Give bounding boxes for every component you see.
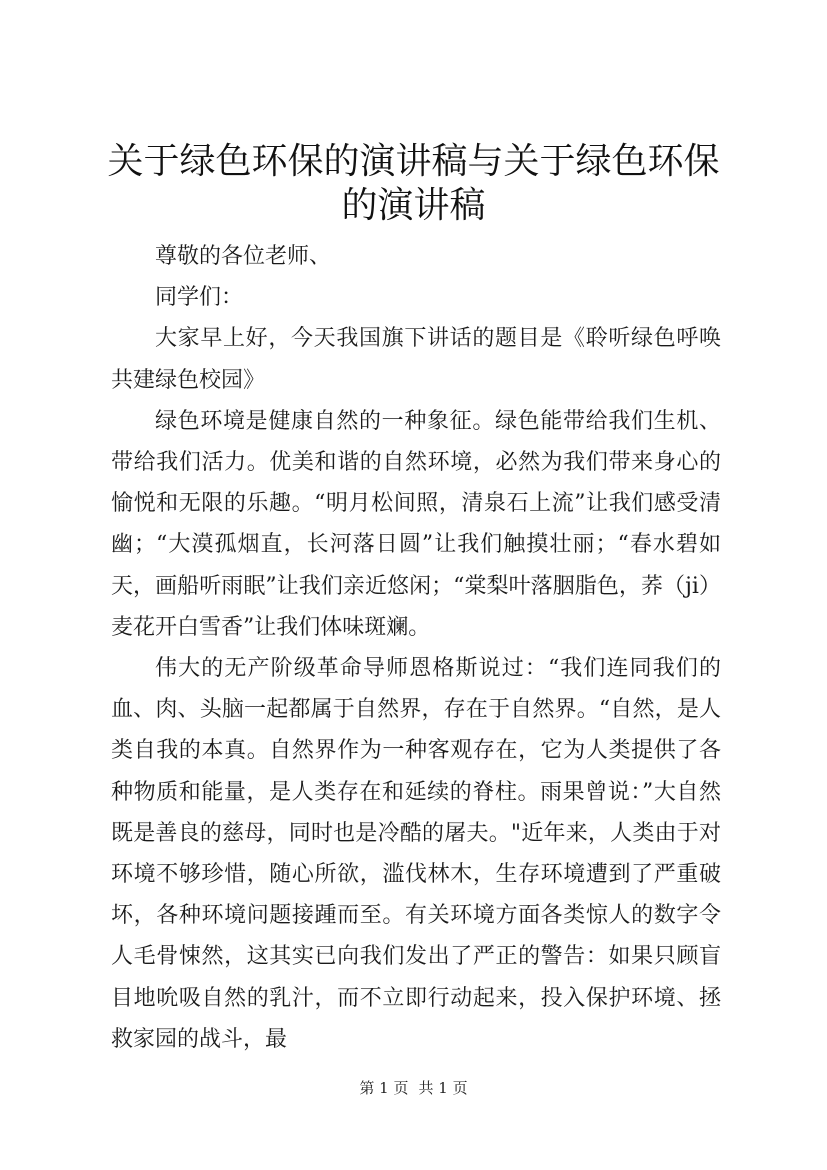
paragraph-green-environment: 绿色环境是健康自然的一种象征。绿色能带给我们生机、带给我们活力。优美和谐的自然环境，必然为我们带来身心的愉悦和无限的乐趣。“明月松间照，清泉石上流”让我们感受清幽；“大漠孤烟直，长河落日圆”让我们触摸壮丽；“春水碧如天，画船听雨眠”让我们亲近悠闲；“棠梨叶落胭脂色，荞（ji）麦花开白雪香”让我们体味斑斓。 xyxy=(111,408,721,640)
paragraph-salutation-1: 尊敬的各位老师、 xyxy=(155,244,332,269)
paragraph-greeting: 大家早上好，今天我国旗下讲话的题目是《聆听绿色呼唤共建绿色校园》 xyxy=(111,326,721,393)
document-body xyxy=(111,236,721,1060)
paragraph-engels-quote: 伟大的无产阶级革命导师恩格斯说过：“我们连同我们的血、肉、头脑一起都属于自然界，存在于自然界。“自然，是人类自我的本真。自然界作为一种客观存在，它为人类提供了各种物质和能量，是人类存在和延续的脊柱。雨果曾说：”大自然既是善良的慈母，同时也是冷酷的屠夫。"近年来，人类由于对环境不够珍惜，随心所欲，滥伐林木，生存环境遭到了严重破坏，各种环境问题接踵而至。有关环境方面各类惊人的数字令人毛骨悚然，这其实已向我们发出了严正的警告：如果只顾盲目地吮吸自然的乳汁，而不立即行动起来，投入保护环境、拯救家园的战斗，最 xyxy=(111,656,721,1052)
page-footer xyxy=(0,1078,827,1098)
page-total: 共 1 页 xyxy=(418,1079,468,1097)
document-title: 关于绿色环保的演讲稿与关于绿色环保的演讲稿 xyxy=(107,141,720,226)
paragraph-salutation-2: 同学们： xyxy=(155,285,244,311)
page-number: 第 1 页 xyxy=(359,1079,409,1097)
